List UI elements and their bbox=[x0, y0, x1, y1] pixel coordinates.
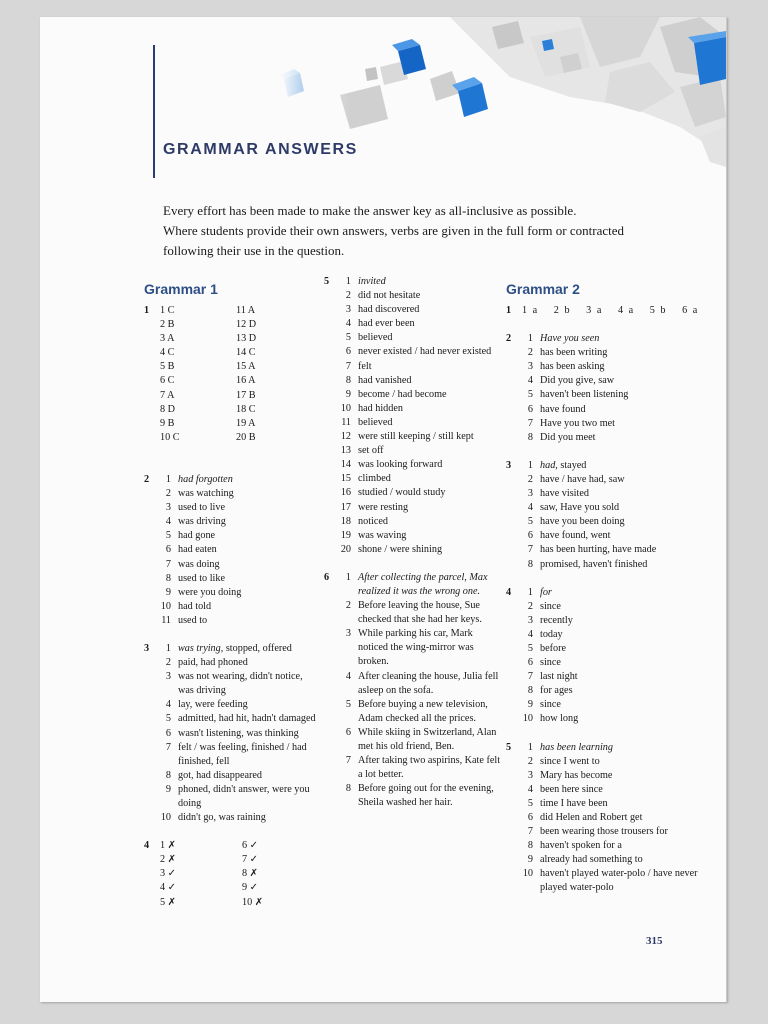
answer-item: 2 since I went to bbox=[527, 755, 600, 767]
answer-pair: 3 A 13 D bbox=[160, 333, 257, 345]
answer-item: 18 noticed bbox=[340, 515, 388, 527]
g2-exercise-5 bbox=[506, 741, 716, 896]
answer-item: 1 After collecting the parcel, Max realized it was the wrong one. bbox=[345, 571, 488, 597]
grammar-1-column bbox=[144, 280, 320, 910]
answer-item: 3 recently bbox=[527, 614, 573, 626]
answer-item: 6 had eaten bbox=[165, 544, 217, 556]
answer-item: 3 used to live bbox=[165, 502, 225, 514]
page-title: GRAMMAR ANSWERS bbox=[163, 141, 358, 158]
answer-item: 11 used to bbox=[161, 614, 208, 626]
answer-item: 6 wasn't listening, was thinking bbox=[165, 727, 299, 739]
answer-item: 7 was doing bbox=[165, 558, 220, 570]
answer-item: 14 was looking forward bbox=[340, 459, 443, 471]
answer-item: 13 set off bbox=[340, 445, 384, 457]
answer-pair: 4 C 14 C bbox=[160, 347, 256, 359]
answer-item: 1 for bbox=[527, 586, 552, 598]
exercise-number: 2 bbox=[506, 333, 512, 345]
g2-exercise-3 bbox=[506, 459, 716, 572]
g1-exercise-4 bbox=[144, 839, 320, 909]
answer-item: 4 After cleaning the house, Julia fell asleep on the sofa. bbox=[345, 670, 499, 696]
answer-item: 19 was waving bbox=[340, 529, 407, 541]
exercise-number: 3 bbox=[144, 642, 150, 654]
answer-item: 20 shone / were shining bbox=[340, 543, 443, 555]
answer-item: 5 had gone bbox=[165, 530, 216, 542]
answer-pair: 2 ✗ 7 ✓ bbox=[160, 854, 259, 866]
answer-item: 7 been wearing those trousers for bbox=[527, 826, 668, 838]
answer-item: 3 Mary has become bbox=[527, 769, 613, 781]
answer-item: 4 today bbox=[527, 628, 563, 640]
exercise-number: 4 bbox=[144, 840, 150, 852]
answer-list bbox=[156, 642, 320, 825]
answer-item: 9 phoned, didn't answer, were you doing bbox=[165, 783, 310, 809]
answer-item: 5 haven't been listening bbox=[527, 389, 629, 401]
answer-item: 8 got, had disappeared bbox=[165, 769, 263, 781]
answer-item: 8 used to like bbox=[165, 572, 225, 584]
blue-cube-3 bbox=[452, 77, 488, 117]
answer-pair: 9 B 19 A bbox=[160, 417, 256, 429]
answer-pair: 4 ✓ 9 ✓ bbox=[160, 882, 259, 894]
g1-exercise-3 bbox=[144, 642, 320, 825]
exercise-number: 5 bbox=[324, 276, 330, 287]
exercise-number: 6 bbox=[324, 571, 330, 583]
answer-item: 6 did Helen and Robert get bbox=[527, 812, 643, 823]
answer-item: 4 Did you give, saw bbox=[527, 375, 615, 387]
answer-item: 7 last night bbox=[527, 671, 578, 683]
g1-exercise-2 bbox=[144, 473, 320, 628]
answer-item: 5 admitted, had hit, hadn't damaged bbox=[165, 713, 316, 725]
answer-item: 7 has been hurting, have made bbox=[527, 544, 657, 556]
answer-item: 6 have found bbox=[527, 403, 586, 415]
answer-item: 8 haven't spoken for a bbox=[527, 840, 622, 852]
intro-line-1: Every effort has been made to make the answer key as all-inclusive as possible. bbox=[163, 203, 577, 218]
answer-item: 10 had told bbox=[160, 600, 212, 612]
intro-line-2: Where students provide their own answers, verbs are given in the full form or contracted following their use in the question. bbox=[163, 223, 624, 258]
exercise-number: 5 bbox=[506, 741, 512, 753]
answer-pair: 2 B 12 D bbox=[160, 319, 257, 331]
answer-pair: 1 ✗ 6 ✓ bbox=[160, 840, 259, 852]
answer-list bbox=[518, 741, 716, 896]
answer-line: 1 a 2 b 3 a 4 a 5 b 6 a bbox=[522, 305, 698, 316]
exercise-number: 2 bbox=[144, 473, 150, 485]
answer-list bbox=[518, 459, 716, 572]
answer-pair: 7 A 17 B bbox=[160, 389, 256, 401]
g1-exercise-6 bbox=[324, 571, 504, 811]
answer-item: 6 since bbox=[527, 657, 561, 669]
exercise-number: 4 bbox=[506, 586, 512, 598]
answer-item: 5 have you been doing bbox=[527, 516, 625, 528]
answer-item: 2 have / have had, saw bbox=[527, 473, 625, 485]
grammar-1-continued-column bbox=[324, 275, 504, 810]
answer-item: 9 become / had become bbox=[345, 388, 447, 400]
answer-item: 4 had ever been bbox=[345, 318, 415, 330]
exercise-number: 3 bbox=[506, 459, 512, 471]
answer-pair: 1 C 11 A bbox=[160, 305, 256, 316]
answer-item: 10 how long bbox=[522, 713, 579, 725]
answer-item: 6 never existed / had never existed bbox=[345, 346, 492, 358]
answer-item: 12 were still keeping / still kept bbox=[340, 431, 474, 443]
answer-item: 2 paid, had phoned bbox=[165, 657, 248, 669]
g1-exercise-1 bbox=[144, 304, 320, 445]
answer-item: 8 had vanished bbox=[345, 374, 412, 386]
answer-item: 1 was trying, stopped, offered bbox=[165, 642, 292, 654]
answer-item: 1 invited bbox=[345, 276, 386, 287]
g1-exercise-5 bbox=[324, 275, 504, 557]
answer-item: 3 While parking his car, Mark noticed the wing-mirror was broken. bbox=[345, 628, 474, 668]
answer-list bbox=[518, 586, 716, 727]
answer-item: 1 Have you seen bbox=[527, 333, 600, 345]
answer-item: 5 time I have been bbox=[527, 797, 608, 809]
answer-item: 7 felt / was feeling, finished / had finished, fell bbox=[165, 741, 307, 767]
answer-item: 5 Before buying a new television, Adam checked all the prices. bbox=[345, 698, 488, 724]
answer-item: 6 have found, went bbox=[527, 530, 611, 542]
answer-item: 8 promised, haven't finished bbox=[527, 558, 648, 570]
answer-item: 4 was driving bbox=[165, 516, 226, 528]
blue-cube-4 bbox=[542, 39, 554, 51]
answer-item: 6 While skiing in Switzerland, Alan met his old friend, Ben. bbox=[345, 726, 497, 752]
answer-item: 1 had forgotten bbox=[165, 473, 233, 485]
grammar-1-heading: Grammar 1 bbox=[144, 281, 218, 297]
answer-item: 5 before bbox=[527, 642, 567, 654]
answer-item: 7 felt bbox=[345, 360, 372, 372]
answer-item: 2 Before leaving the house, Sue checked that she had her keys. bbox=[345, 600, 482, 626]
answer-item: 9 were you doing bbox=[165, 586, 242, 598]
answer-item: 4 saw, Have you sold bbox=[527, 502, 620, 514]
answer-item: 16 studied / would study bbox=[340, 487, 446, 499]
answer-list bbox=[336, 571, 504, 811]
answer-pair: 3 ✓ 8 ✗ bbox=[160, 868, 259, 880]
answer-item: 7 After taking two aspirins, Kate felt a lot better. bbox=[345, 755, 501, 781]
answer-item: 3 have visited bbox=[527, 488, 589, 500]
intro-text bbox=[163, 201, 643, 261]
answer-item: 2 did not hesitate bbox=[345, 290, 421, 302]
answer-item: 4 been here since bbox=[527, 783, 603, 795]
answer-item: 2 has been writing bbox=[527, 347, 608, 359]
answer-pair: 8 D 18 C bbox=[160, 403, 256, 415]
g2-exercise-1 bbox=[506, 304, 716, 318]
answer-pair: 6 C 16 A bbox=[160, 375, 256, 387]
answer-item: 3 was not wearing, didn't notice, was driving bbox=[165, 671, 303, 697]
answer-item: 9 since bbox=[527, 699, 561, 711]
grammar-2-heading: Grammar 2 bbox=[506, 281, 580, 297]
exercise-number: 1 bbox=[144, 305, 150, 316]
answer-item: 10 haven't played water-polo / have never played water-polo bbox=[522, 868, 698, 894]
answer-item: 11 believed bbox=[341, 416, 393, 428]
answer-item: 15 climbed bbox=[340, 473, 391, 485]
answer-pair: 5 B 15 A bbox=[160, 361, 256, 373]
answer-pair: 5 ✗ 10 ✗ bbox=[160, 896, 264, 908]
answer-list bbox=[156, 473, 320, 628]
answer-item: 3 has been asking bbox=[527, 361, 605, 373]
title-rule bbox=[153, 45, 155, 178]
book-page bbox=[40, 17, 727, 1002]
answer-item: 5 believed bbox=[345, 332, 393, 344]
answer-list bbox=[518, 332, 716, 445]
answer-item: 2 since bbox=[527, 600, 561, 612]
answer-item: 8 Did you meet bbox=[527, 431, 596, 443]
answer-pair: 10 C 20 B bbox=[160, 431, 256, 443]
answer-item: 8 for ages bbox=[527, 685, 573, 697]
answer-item: 7 Have you two met bbox=[527, 417, 615, 429]
answer-item: 10 didn't go, was raining bbox=[160, 812, 266, 824]
g2-exercise-4 bbox=[506, 586, 716, 727]
answer-item: 17 were resting bbox=[340, 501, 409, 513]
answer-list bbox=[336, 275, 504, 557]
answer-item: 3 had discovered bbox=[345, 304, 420, 316]
answer-item: 4 lay, were feeding bbox=[165, 699, 248, 711]
g2-exercise-2 bbox=[506, 332, 716, 445]
answer-item: 8 Before going out for the evening, Sheila washed her hair. bbox=[345, 783, 494, 809]
grammar-2-column bbox=[506, 280, 716, 896]
answer-item: 1 had, stayed bbox=[527, 459, 587, 471]
exercise-number: 1 bbox=[506, 305, 512, 316]
answer-item: 10 had hidden bbox=[340, 402, 403, 414]
answer-item: 9 already had something to bbox=[527, 854, 643, 866]
answer-item: 1 has been learning bbox=[527, 741, 613, 753]
page-number: 315 bbox=[646, 935, 663, 947]
answer-item: 2 was watching bbox=[165, 488, 234, 500]
